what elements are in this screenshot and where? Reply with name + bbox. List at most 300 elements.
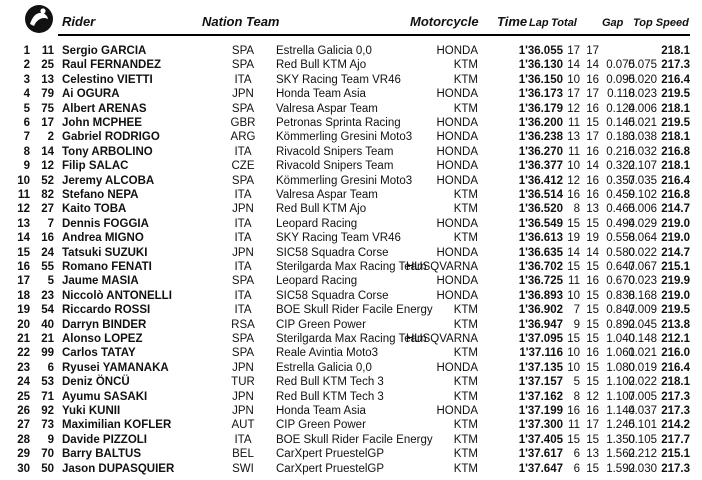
rider-name: Ai OGURA: [62, 88, 120, 101]
rider-number: 52: [41, 174, 54, 187]
team-name: Leopard Racing: [276, 275, 358, 288]
team-name: Rivacold Snipers Team: [276, 145, 394, 158]
total-laps: 16: [586, 189, 599, 201]
position: 10: [17, 174, 30, 187]
gap-to-previous: 0.019: [628, 361, 657, 374]
best-lap: 11: [568, 117, 580, 129]
table-row: [0, 174, 702, 188]
position: 3: [23, 73, 30, 86]
best-lap: 10: [567, 289, 580, 302]
header-time: Time: [497, 14, 528, 29]
gap-to-previous: 0.021: [628, 347, 657, 360]
gap-to-first: 1.350: [606, 433, 635, 446]
total-laps: 17: [586, 88, 599, 101]
table-row: [0, 433, 702, 447]
gap-to-first: 1.562: [606, 448, 635, 461]
rider-name: Gabriel RODRIGO: [62, 131, 160, 144]
table-row: [0, 289, 702, 303]
total-laps: 16: [586, 145, 599, 158]
top-speed: 219.5: [661, 117, 690, 129]
top-speed: 213.8: [661, 318, 690, 331]
motorcycle: HONDA: [436, 174, 478, 187]
best-time: 1'36.902: [518, 304, 563, 317]
team-name: Kömmerling Gresini Moto3: [276, 174, 413, 187]
header-top-speed: Top Speed: [633, 17, 689, 29]
nation-code: SPA: [231, 347, 255, 360]
gap-to-first: 1.061: [606, 347, 635, 360]
header-divider: [58, 34, 690, 36]
gap-to-previous: 0.023: [628, 88, 657, 101]
best-lap: 10: [567, 347, 580, 360]
total-laps: 16: [586, 102, 599, 115]
motorcycle: KTM: [453, 189, 478, 201]
table-row: [0, 58, 702, 72]
gap-to-previous: 0.022: [628, 376, 657, 389]
total-laps: 15: [586, 304, 599, 317]
rider-name: Sergio GARCIA: [62, 45, 147, 57]
best-time: 1'36.702: [518, 261, 563, 273]
gap-to-first: 0.215: [606, 145, 635, 158]
table-row: [0, 231, 702, 245]
header-total: Total: [551, 17, 577, 29]
top-speed: 216.4: [661, 174, 690, 187]
position: 1: [23, 45, 30, 57]
best-time: 1'36.412: [518, 174, 563, 187]
gap-to-previous: 0.022: [628, 246, 657, 259]
rider-number: 14: [41, 145, 54, 158]
top-speed: 217.7: [661, 433, 690, 446]
total-laps: 15: [586, 217, 599, 230]
position: 26: [17, 405, 30, 417]
rider-number: 13: [41, 73, 54, 86]
best-lap: 13: [567, 131, 580, 144]
position: 27: [17, 419, 30, 432]
best-lap: 19: [567, 232, 580, 245]
nation-code: ARG: [230, 131, 256, 144]
team-name: SIC58 Squadra Corse: [276, 246, 389, 259]
best-time: 1'36.893: [518, 289, 563, 302]
motorcycle: HONDA: [436, 88, 478, 101]
rider-number: 27: [41, 203, 54, 216]
header-motorcycle: Motorcycle: [410, 14, 479, 29]
rider-number: 75: [41, 102, 54, 115]
rider-number: 24: [41, 246, 54, 259]
top-speed: 212.1: [661, 333, 690, 345]
rider-name: Tony ARBOLINO: [62, 145, 153, 158]
table-row: [0, 202, 702, 216]
rider-number: 50: [41, 462, 54, 475]
top-speed: 218.1: [661, 45, 690, 57]
top-speed: 214.2: [661, 419, 690, 432]
best-time: 1'36.150: [518, 73, 563, 86]
top-speed: 219.9: [661, 275, 690, 288]
total-laps: 14: [586, 59, 599, 72]
rider-name: Jason DUPASQUIER: [62, 462, 175, 475]
rider-name: Maximilian KOFLER: [62, 419, 172, 432]
motorcycle: HONDA: [436, 131, 478, 144]
motorcycle: HONDA: [436, 145, 478, 158]
top-speed: 217.3: [661, 390, 690, 403]
total-laps: 15: [586, 318, 599, 331]
best-time: 1'37.405: [518, 433, 563, 446]
gap-to-first: 0.580: [606, 246, 635, 259]
best-lap: 16: [567, 189, 580, 201]
team-name: Red Bull KTM Ajo: [276, 59, 367, 72]
rider-number: 25: [41, 59, 54, 72]
gap-to-previous: 0.006: [628, 102, 657, 115]
best-lap: 8: [573, 390, 580, 403]
rider-name: Ayumu SASAKI: [62, 390, 148, 403]
rider-name: Raul FERNANDEZ: [62, 59, 162, 72]
table-row: [0, 159, 702, 173]
position: 24: [17, 376, 30, 389]
gap-to-previous: 0.064: [628, 232, 657, 245]
total-laps: 12: [586, 390, 599, 403]
team-name: SKY Racing Team VR46: [276, 73, 401, 86]
gap-to-first: 0.183: [606, 131, 635, 144]
team-name: Estrella Galicia 0,0: [276, 45, 372, 57]
top-speed: 216.8: [661, 189, 690, 201]
table-row: [0, 87, 702, 101]
nation-code: ITA: [234, 261, 252, 273]
gap-to-first: 0.124: [606, 102, 635, 115]
nation-code: AUT: [231, 419, 255, 432]
gap-to-first: 1.107: [606, 390, 635, 403]
rider-name: Barry BALTUS: [62, 448, 142, 461]
rider-number: 2: [47, 131, 54, 144]
nation-code: SPA: [231, 59, 255, 72]
rider-number: 23: [41, 289, 54, 302]
gap-to-previous: 0.005: [628, 390, 657, 403]
rider-name: Alonso LOPEZ: [62, 333, 143, 345]
motorcycle: KTM: [453, 59, 478, 72]
best-time: 1'37.135: [518, 361, 563, 374]
position: 22: [17, 347, 30, 360]
table-row: [0, 44, 702, 58]
nation-code: SPA: [231, 45, 255, 57]
gap-to-first: 0.145: [606, 117, 635, 129]
best-lap: 10: [567, 73, 580, 86]
team-name: CarXpert PruestelGP: [276, 448, 385, 461]
team-name: Honda Team Asia: [276, 88, 366, 101]
gap-to-first: 0.558: [606, 232, 635, 245]
top-speed: 216.8: [661, 145, 690, 158]
rider-name: Albert ARENAS: [62, 102, 147, 115]
position: 21: [17, 333, 30, 345]
team-name: Leopard Racing: [276, 217, 358, 230]
top-speed: 219.0: [661, 232, 690, 245]
position: 7: [23, 131, 30, 144]
motorcycle: HONDA: [436, 289, 478, 302]
best-lap: 14: [567, 246, 580, 259]
gap-to-first: 0.465: [606, 203, 635, 216]
rider-number: 71: [41, 390, 54, 403]
rider-name: Kaito TOBA: [62, 203, 127, 216]
position: 13: [17, 217, 30, 230]
top-speed: 218.1: [661, 376, 690, 389]
gap-to-first: 1.040: [606, 333, 635, 345]
gap-to-previous: 0.101: [628, 419, 657, 432]
nation-code: SPA: [231, 275, 255, 288]
best-time: 1'37.157: [518, 376, 563, 389]
best-lap: 10: [567, 361, 580, 374]
nation-code: SPA: [231, 174, 255, 187]
header-gap: Gap: [602, 17, 624, 29]
best-time: 1'36.173: [518, 88, 563, 101]
rider-name: John MCPHEE: [62, 117, 142, 129]
top-speed: 218.1: [661, 160, 690, 173]
position: 12: [17, 203, 30, 216]
total-laps: 15: [586, 376, 599, 389]
position: 28: [17, 433, 30, 446]
best-lap: 9: [573, 318, 580, 331]
team-name: CIP Green Power: [276, 419, 366, 432]
motorcycle: KTM: [453, 232, 478, 245]
best-lap: 14: [567, 59, 580, 72]
rider-number: 9: [47, 433, 54, 446]
best-lap: 12: [567, 174, 580, 187]
gap-to-first: 0.095: [606, 73, 635, 86]
gap-to-first: 1.245: [606, 419, 635, 432]
total-laps: 14: [586, 246, 599, 259]
top-speed: 219.0: [661, 217, 690, 230]
motorcycle: HONDA: [436, 45, 478, 57]
motorcycle: KTM: [453, 73, 478, 86]
gap-to-previous: 0.067: [628, 261, 657, 273]
motorcycle: HONDA: [436, 117, 478, 129]
gap-to-first: 0.357: [606, 174, 635, 187]
motorcycle: KTM: [453, 318, 478, 331]
best-lap: 5: [573, 376, 580, 389]
rider-number: 53: [41, 376, 54, 389]
team-name: Valresa Aspar Team: [276, 189, 378, 201]
rider-number: 79: [41, 88, 54, 101]
best-lap: 15: [567, 333, 580, 345]
gap-to-previous: 0.102: [628, 189, 657, 201]
team-name: SIC58 Squadra Corse: [276, 289, 389, 302]
best-time: 1'36.238: [518, 131, 563, 144]
gap-to-previous: 0.045: [628, 318, 657, 331]
rider-number: 70: [41, 448, 54, 461]
motorcycle: KTM: [453, 419, 478, 432]
nation-code: ITA: [234, 217, 252, 230]
rider-number: 40: [41, 318, 54, 331]
total-laps: 15: [586, 433, 599, 446]
gap-to-previous: 0.168: [628, 289, 657, 302]
table-row: [0, 318, 702, 332]
rider-name: Yuki KUNII: [62, 405, 121, 417]
gap-to-previous: 0.212: [628, 448, 657, 461]
position: 16: [17, 261, 30, 273]
rider-name: Davide PIZZOLI: [62, 433, 147, 446]
table-row: [0, 217, 702, 231]
gap-to-first: 0.838: [606, 289, 635, 302]
best-lap: 7: [573, 304, 580, 317]
rider-number: 82: [41, 189, 54, 201]
table-row: [0, 274, 702, 288]
nation-code: JPN: [232, 203, 254, 216]
total-laps: 16: [586, 347, 599, 360]
best-time: 1'37.116: [519, 347, 563, 360]
table-row: [0, 462, 702, 476]
best-lap: 6: [573, 462, 580, 475]
team-name: BOE Skull Rider Facile Energy: [276, 433, 433, 446]
position: 11: [17, 189, 30, 201]
table-row: [0, 116, 702, 130]
gap-to-previous: 0.035: [628, 174, 657, 187]
table-row: [0, 404, 702, 418]
rider-name: Ryusei YAMANAKA: [62, 361, 169, 374]
gap-to-previous: 0.029: [628, 217, 657, 230]
nation-code: GBR: [230, 117, 256, 129]
rider-name: Deniz ÖNCÜ: [62, 376, 130, 389]
best-lap: 15: [567, 217, 580, 230]
gap-to-first: 1.102: [606, 376, 635, 389]
nation-code: ITA: [234, 289, 252, 302]
total-laps: 15: [586, 117, 599, 129]
top-speed: 214.7: [661, 203, 690, 216]
rider-number: 11: [41, 45, 54, 57]
best-lap: 17: [567, 88, 580, 101]
team-name: Reale Avintia Moto3: [276, 347, 379, 360]
team-name: Valresa Aspar Team: [276, 102, 378, 115]
nation-code: ITA: [234, 189, 252, 201]
gap-to-first: 1.144: [606, 405, 635, 417]
gap-to-previous: 0.021: [628, 117, 657, 129]
position: 29: [17, 448, 30, 461]
header-rider: Rider: [62, 14, 96, 29]
best-time: 1'36.270: [518, 145, 563, 158]
rider-number: 7: [47, 217, 54, 230]
gap-to-previous: 0.023: [628, 275, 657, 288]
motorcycle: HONDA: [436, 405, 478, 417]
position: 20: [17, 318, 30, 331]
best-lap: 17: [567, 45, 580, 57]
table-row: [0, 390, 702, 404]
rider-name: Jeremy ALCOBA: [62, 174, 155, 187]
total-laps: 16: [586, 174, 599, 187]
motorcycle: HUSQVARNA: [406, 261, 478, 273]
total-laps: 15: [586, 289, 599, 302]
nation-code: SPA: [231, 102, 255, 115]
table-row: [0, 246, 702, 260]
position: 18: [17, 289, 30, 302]
table-row: [0, 332, 702, 346]
rider-number: 5: [47, 275, 54, 288]
rider-name: Riccardo ROSSI: [62, 304, 151, 317]
total-laps: 13: [586, 448, 599, 461]
nation-code: JPN: [232, 246, 254, 259]
rider-name: Stefano NEPA: [62, 189, 139, 201]
table-row: [0, 102, 702, 116]
nation-code: ITA: [234, 145, 252, 158]
rider-name: Romano FENATI: [62, 261, 152, 273]
top-speed: 216.4: [661, 361, 690, 374]
header-team: Team: [246, 14, 280, 29]
rider-number: 92: [41, 405, 54, 417]
gap-to-previous: 0.032: [628, 145, 657, 158]
top-speed: 214.7: [661, 246, 690, 259]
motorcycle: HONDA: [436, 217, 478, 230]
table-header: [0, 0, 702, 40]
gap-to-previous: 0.009: [628, 304, 657, 317]
best-time: 1'36.055: [518, 45, 563, 57]
position: 4: [23, 88, 30, 101]
table-row: [0, 361, 702, 375]
gap-to-first: 0.647: [606, 261, 635, 273]
nation-code: JPN: [232, 390, 254, 403]
nation-code: ITA: [234, 73, 252, 86]
motorcycle: HONDA: [436, 246, 478, 259]
nation-code: JPN: [232, 361, 254, 374]
team-name: Red Bull KTM Tech 3: [276, 390, 384, 403]
best-lap: 10: [567, 160, 580, 173]
total-laps: 15: [586, 333, 599, 345]
rider-name: Celestino VIETTI: [62, 73, 153, 86]
top-speed: 216.4: [661, 73, 690, 86]
gap-to-previous: 0.075: [628, 59, 657, 72]
team-name: Honda Team Asia: [276, 405, 366, 417]
top-speed: 218.1: [661, 102, 690, 115]
total-laps: 15: [586, 462, 599, 475]
gap-to-first: 0.075: [606, 59, 635, 72]
best-time: 1'36.520: [518, 203, 563, 216]
total-laps: 17: [586, 419, 599, 432]
best-lap: 16: [567, 405, 580, 417]
gap-to-previous: 0.107: [628, 160, 657, 173]
rider-name: Andrea MIGNO: [62, 232, 144, 245]
motorcycle-rider-logo-icon: [24, 4, 54, 34]
best-time: 1'37.300: [518, 419, 563, 432]
best-time: 1'36.130: [518, 59, 563, 72]
nation-code: CZE: [231, 160, 255, 173]
top-speed: 216.0: [661, 347, 690, 360]
team-name: Sterilgarda Max Racing Team: [276, 333, 427, 345]
nation-code: RSA: [231, 318, 255, 331]
position: 15: [17, 246, 30, 259]
total-laps: 15: [586, 261, 599, 273]
best-lap: 12: [567, 102, 580, 115]
top-speed: 218.1: [661, 131, 690, 144]
table-row: [0, 418, 702, 432]
nation-code: BEL: [232, 448, 254, 461]
gap-to-previous: 0.105: [628, 433, 657, 446]
position: 17: [17, 275, 30, 288]
team-name: BOE Skull Rider Facile Energy: [276, 304, 433, 317]
best-lap: 15: [567, 433, 580, 446]
total-laps: 19: [586, 232, 599, 245]
best-lap: 6: [573, 448, 580, 461]
nation-code: JPN: [232, 405, 254, 417]
top-speed: 217.3: [661, 462, 690, 475]
motorcycle: KTM: [453, 102, 478, 115]
position: 9: [23, 160, 30, 173]
position: 6: [23, 117, 30, 129]
position: 19: [17, 304, 30, 317]
top-speed: 219.0: [661, 289, 690, 302]
total-laps: 17: [586, 45, 599, 57]
position: 25: [17, 390, 30, 403]
gap-to-first: 1.592: [606, 462, 635, 475]
rider-number: 54: [41, 304, 54, 317]
team-name: Petronas Sprinta Racing: [276, 117, 401, 129]
best-lap: 11: [568, 145, 580, 158]
best-time: 1'36.635: [518, 246, 563, 259]
table-row: [0, 73, 702, 87]
gap-to-previous: 0.038: [628, 131, 657, 144]
rider-name: Filip SALAC: [62, 160, 129, 173]
best-lap: 8: [573, 203, 580, 216]
